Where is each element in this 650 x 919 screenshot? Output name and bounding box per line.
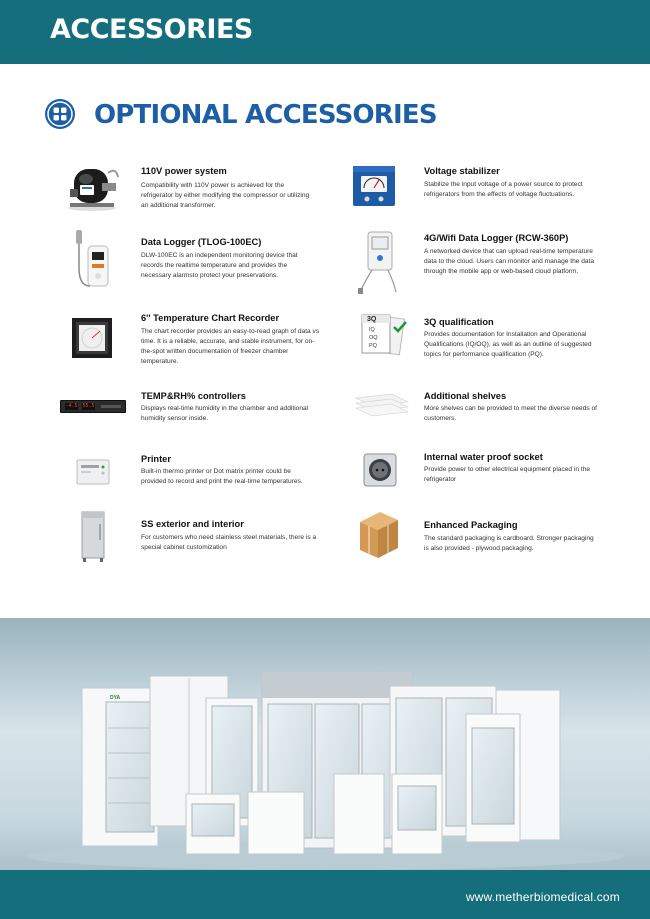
wifi-logger-icon xyxy=(354,228,400,296)
accessory-title: Additional shelves xyxy=(424,391,507,401)
qualification-iq-label: IQ xyxy=(369,327,375,333)
printer-icon xyxy=(76,458,110,486)
accessory-desc: For customers who need stainless steel materials, there is a special cabinet customization xyxy=(141,534,317,552)
compressor-icon xyxy=(64,161,122,213)
qualification-oq-label: OQ xyxy=(369,335,378,341)
accessory-title: SS exterior and interior xyxy=(141,519,244,529)
footer-banner xyxy=(0,870,650,919)
accessory-desc: Provide power to other electrical equipment placed in the refrigerator xyxy=(424,466,591,484)
accessory-desc: Built-in thermo printer or Dot matrix printer could be provided to record and print the real-time temperatures. xyxy=(141,468,303,486)
qualification-docs-icon xyxy=(358,313,410,357)
product-group-photo xyxy=(0,618,650,870)
chart-recorder-icon xyxy=(70,316,114,360)
controller-readout-left: -4.5 xyxy=(65,403,78,409)
accessory-desc: Displays real-time humidity in the chamber and additional humidity sensor inside. xyxy=(141,405,309,423)
header-banner xyxy=(0,0,650,64)
accessory-title: Printer xyxy=(141,454,171,464)
accessory-title: 110V power system xyxy=(141,166,227,176)
shelves-icon xyxy=(352,392,412,418)
accessory-desc: More shelves can be provided to meet the diverse needs of customers. xyxy=(424,405,598,423)
accessory-title: Enhanced Packaging xyxy=(424,520,518,530)
accessory-title: 6'' Temperature Chart Recorder xyxy=(141,313,280,323)
accessory-desc: A networked device that can upload real-time temperature data to the cloud. Users can monitor and manage the data through the mobile app or web-based cloud platform. xyxy=(424,248,595,276)
accessory-title: Voltage stabilizer xyxy=(424,166,500,176)
accessory-desc: Stabilize the input voltage of a power source to protect refrigerators from the effects of voltage fluctuations. xyxy=(424,181,583,199)
grid-icon xyxy=(44,98,76,130)
controller-readout-right: 55.5 xyxy=(82,403,95,409)
accessory-title: Internal water proof socket xyxy=(424,452,543,462)
qualification-pq-label: PQ xyxy=(369,343,377,349)
accessory-desc: DLW-100EC is an independent monitoring device that records the realtime temperature and provides the necessary alarmsto protect your preservations. xyxy=(141,252,298,280)
accessory-title: 4G/Wifi Data Logger (RCW-360P) xyxy=(424,233,569,243)
page-title: ACCESSORIES xyxy=(50,14,253,45)
website-link[interactable]: www.metherbiomedical.com xyxy=(465,890,620,904)
brand-logo: DYA xyxy=(110,695,121,701)
accessory-desc: The chart recorder provides an easy-to-read graph of data vs time. It is a reliable, accurate, and stable instrument, for on-the-spot written documentation of freezer chamber temperature. xyxy=(141,328,320,366)
voltage-stabilizer-icon xyxy=(347,160,401,210)
document-stack-icon xyxy=(358,313,410,357)
accessory-title: 3Q qualification xyxy=(424,317,494,327)
controller-buttons xyxy=(101,405,121,408)
refrigerator-lineup-illustration xyxy=(0,618,650,870)
controller-display-icon xyxy=(60,400,126,413)
steel-cabinet-icon xyxy=(80,510,106,564)
accessory-title: TEMP&RH% controllers xyxy=(141,391,246,401)
data-logger-icon xyxy=(70,228,112,292)
section-title: OPTIONAL ACCESSORIES xyxy=(94,100,437,130)
accessory-desc: The standard packaging is cardboard. Stronger packaging is also provided - plywood packaging. xyxy=(424,535,594,553)
accessory-desc: Provides documentation for Installation and Operational Qualifications (IQ/OQ), as well as an outline of suggested topics for performance qualification (PQ). xyxy=(424,331,592,359)
accessory-desc: Compatibility with 110V power is achieved for the refrigerator by either modifying the compressor or utilizing an additional transformer. xyxy=(141,182,310,210)
carton-box-icon xyxy=(356,508,402,562)
socket-icon xyxy=(362,452,398,488)
qualification-tab-label: 3Q xyxy=(367,316,377,323)
accessory-title: Data Logger (TLOG-100EC) xyxy=(141,237,262,247)
